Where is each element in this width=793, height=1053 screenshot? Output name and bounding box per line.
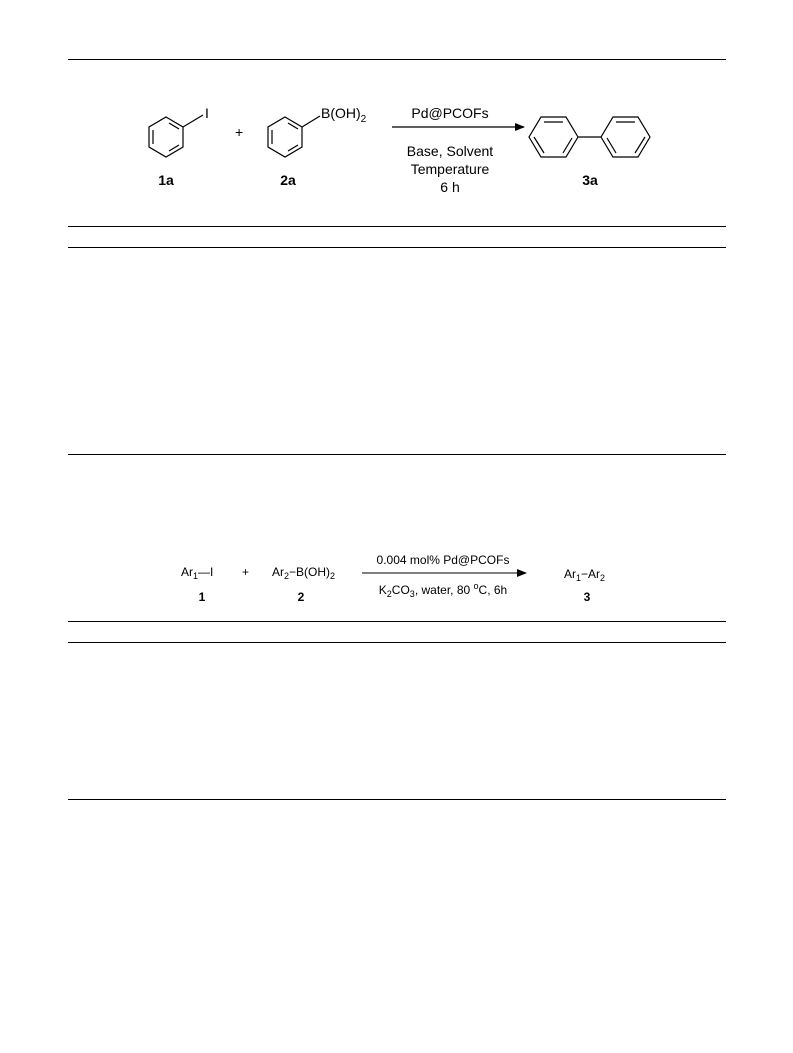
- iodobenzene-structure: [149, 115, 203, 157]
- phenylboronic-acid-structure: [268, 116, 320, 157]
- catalyst-label-1: Pd@PCOFs: [411, 105, 489, 121]
- aryl-boronic-acid-label: $Ar_2-B(OH)_2$: [272, 565, 336, 581]
- plus-sign-2: +: [242, 565, 250, 579]
- conditions-line-2: Temperature: [410, 161, 490, 177]
- plus-sign-1: +: [235, 124, 244, 140]
- iodo-atom-label: I: [205, 105, 209, 121]
- compound-label-2: 2: [297, 590, 305, 604]
- compound-label-3a: 3a: [582, 172, 598, 188]
- catalyst-label-2: 0.004 mol% Pd@PCOFs: [376, 553, 510, 567]
- conditions-label-2: $K_2CO_3$, water, 80 $^o$C, 6h: [378, 581, 508, 599]
- compound-label-1a: 1a: [158, 172, 174, 188]
- biaryl-product-label: $Ar_1-Ar_2$: [564, 567, 606, 583]
- compound-label-2a: 2a: [280, 172, 296, 188]
- compound-label-1: 1: [198, 590, 206, 604]
- conditions-line-1: Base, Solvent: [406, 143, 494, 159]
- boronic-acid-group-label: $B(OH)_2$: [321, 105, 367, 125]
- aryl-iodide-label: $Ar_1—I$: [181, 565, 214, 581]
- conditions-line-3: 6 h: [440, 179, 460, 195]
- biphenyl-structure: [529, 117, 650, 157]
- compound-label-3: 3: [583, 590, 591, 604]
